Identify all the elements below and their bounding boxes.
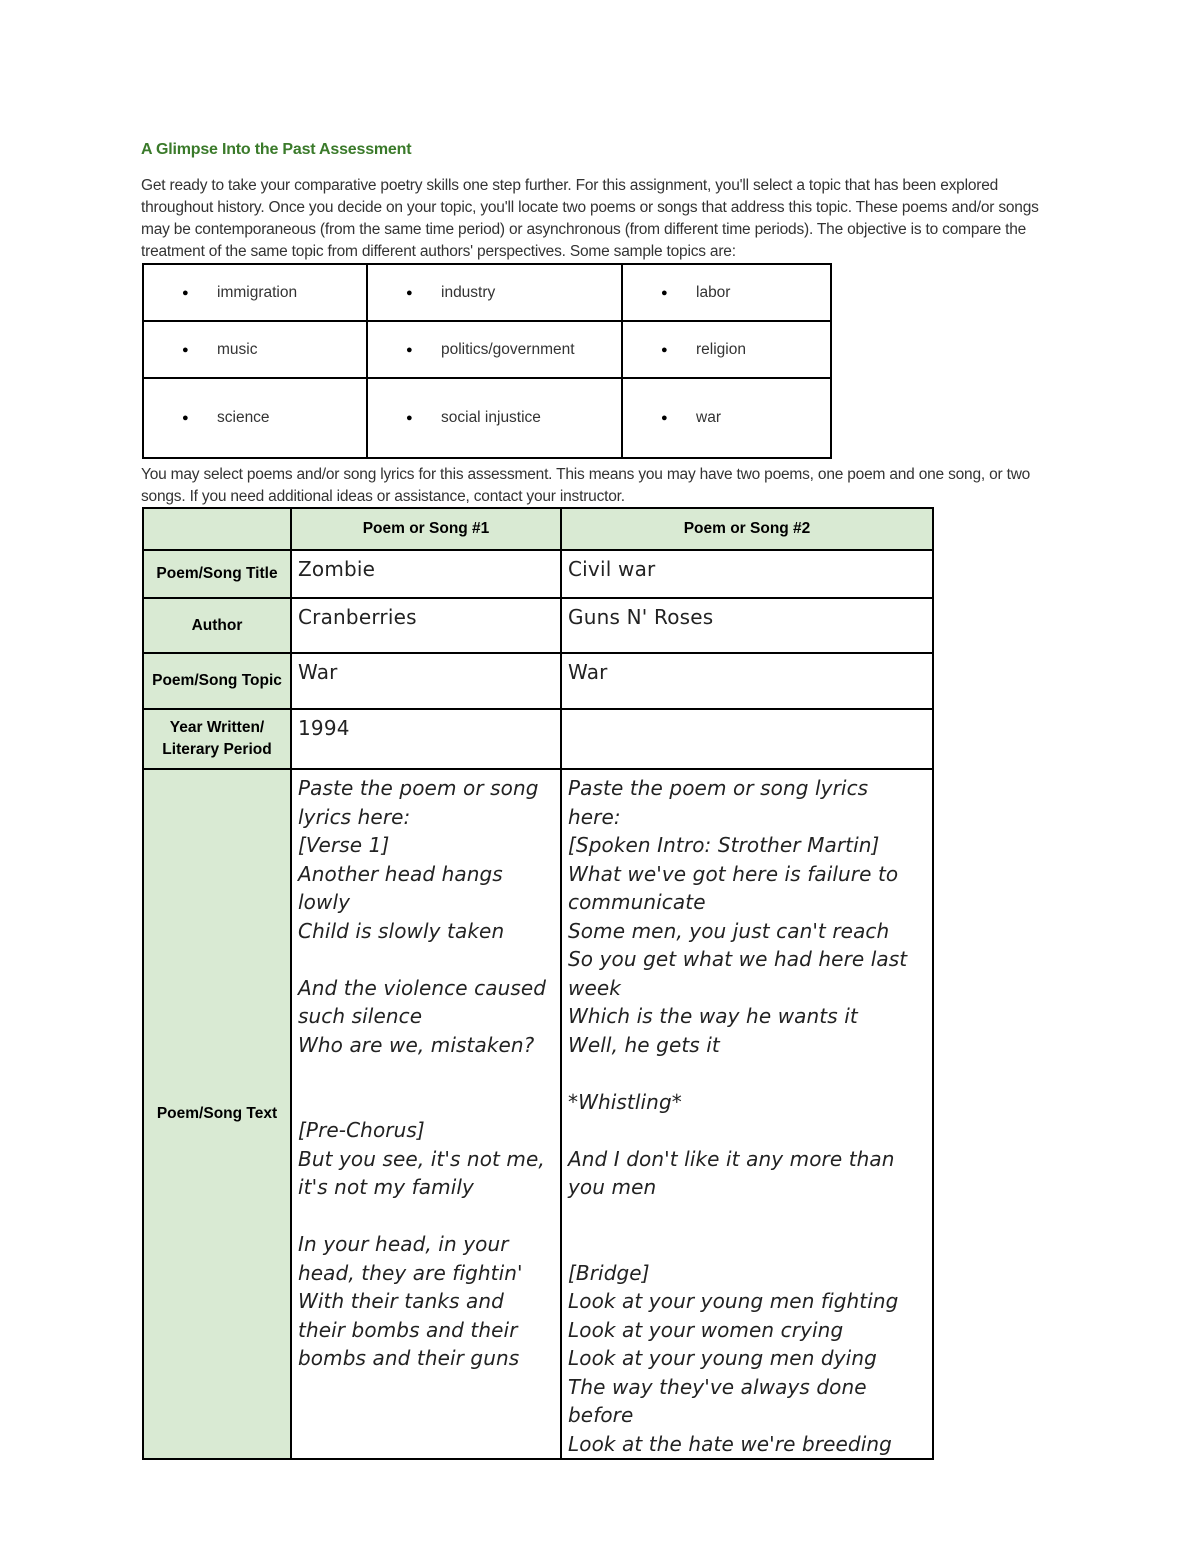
bullet-icon: ● — [406, 412, 413, 424]
bullet-icon: ● — [182, 286, 189, 299]
comparison-header-row — [143, 508, 933, 550]
topic-cell — [143, 321, 367, 378]
col1-header: Poem or Song #1 — [291, 508, 561, 550]
row-label: Poem/Song Title — [143, 550, 291, 598]
song1-year: 1994 — [291, 709, 561, 769]
topic-label: politics/government — [441, 340, 575, 358]
header-corner-cell — [143, 508, 291, 550]
bullet-icon: ● — [182, 412, 189, 424]
row-label: Year Written/ Literary Period — [143, 709, 291, 769]
bullet-icon: ● — [406, 343, 413, 356]
bullet-icon: ● — [661, 286, 668, 299]
song2-text-cell — [561, 769, 933, 1459]
title-row — [143, 550, 933, 598]
topic-row — [143, 653, 933, 709]
bullet-icon: ● — [182, 343, 189, 356]
topic-cell — [622, 378, 831, 458]
topic-cell — [367, 378, 622, 458]
text-row — [143, 769, 933, 1459]
topic-label: science — [217, 409, 270, 426]
author-row — [143, 598, 933, 653]
intro-paragraph: Get ready to take your comparative poetry skills one step further. For this assignment, you'll select a topic that has been explored throughout history. Once you decide on your topic, you'll locate two poems or songs that address this topic. These poems and/or songs may be contemporaneous (from the same time period) or asynchronous (from different time periods). The objective is to compare the treatment of the same topic from different authors' perspectives. Some sample topics are: — [141, 177, 1039, 260]
col2-header: Poem or Song #2 — [561, 508, 933, 550]
topic-label: music — [217, 340, 258, 358]
topic-cell — [622, 321, 831, 378]
song1-text-cell — [291, 769, 561, 1459]
topic-cell — [622, 264, 831, 321]
bullet-icon: ● — [661, 412, 668, 424]
song1-title: Zombie — [291, 550, 561, 598]
topic-label: social injustice — [441, 409, 541, 426]
song2-topic: War — [561, 653, 933, 709]
song2-title: Civil war — [561, 550, 933, 598]
sample-topics-table — [142, 263, 832, 459]
topics-row — [143, 264, 831, 321]
row-label: Poem/Song Text — [143, 769, 291, 1459]
topic-cell — [143, 264, 367, 321]
row-label: Author — [143, 598, 291, 653]
year-row — [143, 709, 933, 769]
bullet-icon: ● — [661, 343, 668, 356]
song2-author: Guns N' Roses — [561, 598, 933, 653]
instructions-paragraph: You may select poems and/or song lyrics for this assessment. This means you may have two poems, one poem and one song, or two songs. If you need additional ideas or assistance, contact your instructor. — [141, 466, 1031, 505]
topics-row — [143, 321, 831, 378]
comparison-table — [142, 507, 934, 1460]
topic-cell — [367, 321, 622, 378]
topic-label: war — [696, 409, 721, 426]
topic-cell — [143, 378, 367, 458]
song1-topic: War — [291, 653, 561, 709]
topic-label: industry — [441, 283, 496, 301]
song1-lyrics: Paste the poem or song lyrics here: [Verse 1] Another head hangs lowly Child is slowly taken And the violence caused such silence Who are we, mistaken? [Pre-Chorus] But you see, it's not me, it's not my family In your head, in your head, they are fightin' With their tanks and their bombs and their bombs and their guns — [298, 776, 547, 1370]
row-label: Poem/Song Topic — [143, 653, 291, 709]
topic-label: religion — [696, 340, 746, 358]
song1-author: Cranberries — [291, 598, 561, 653]
song2-lyrics: Paste the poem or song lyrics here: [Spoken Intro: Strother Martin] What we've got here is failure to communicate Some men, you just can't reach So you get what we had here last week Which is the way he wants it Well, he gets it *Whistling* And I don't like it any more than you men [Bridge] Look at your young men fighting Look at your women crying Look at your young men dying The way they've always done before Look at the hate we're breeding — [568, 776, 908, 1456]
topic-cell — [367, 264, 622, 321]
topic-label: immigration — [217, 283, 298, 301]
topic-label: labor — [696, 283, 731, 301]
page-title: A Glimpse Into the Past Assessment — [141, 141, 412, 158]
song2-year — [561, 709, 933, 769]
topics-row — [143, 378, 831, 458]
bullet-icon: ● — [406, 286, 413, 299]
